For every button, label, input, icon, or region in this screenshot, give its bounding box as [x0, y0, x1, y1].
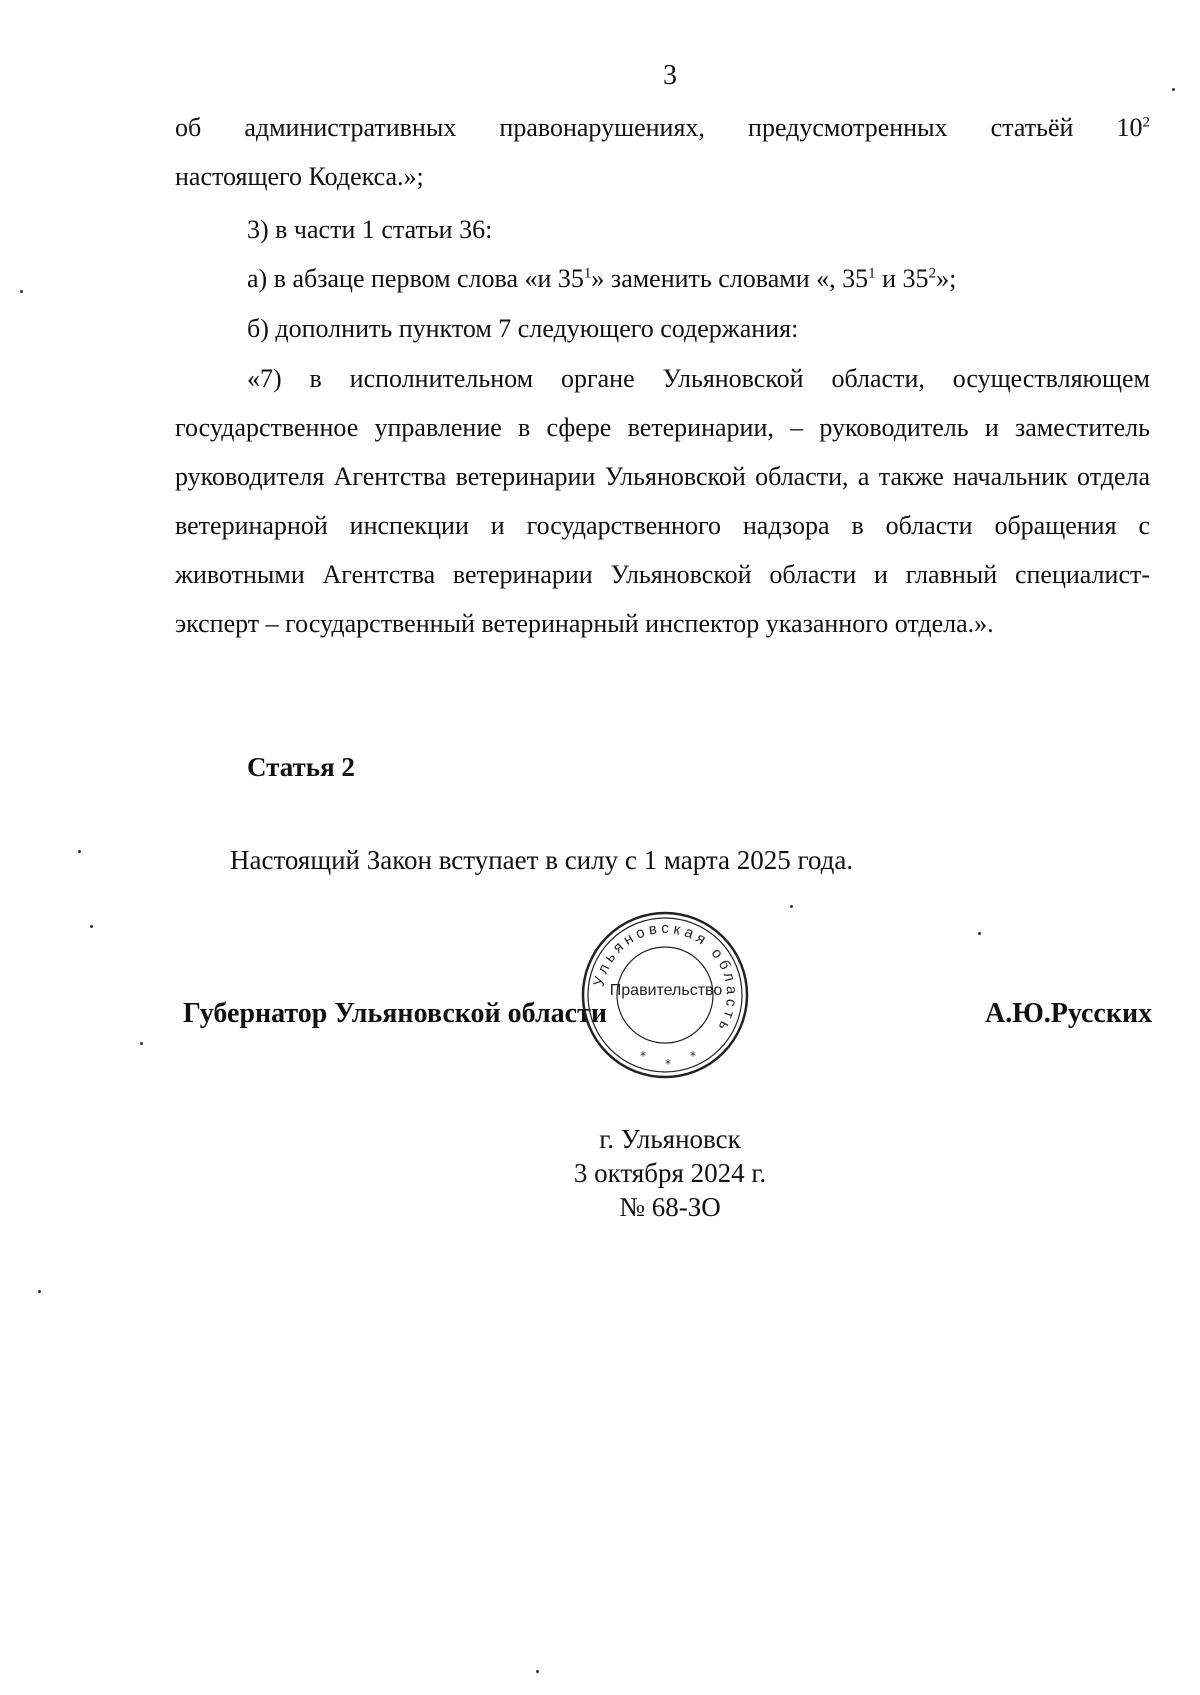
paragraph-4: б) дополнить пунктом 7 следующего содержания:	[247, 314, 799, 343]
superscript: 1	[583, 265, 592, 282]
word: административных	[244, 113, 457, 142]
word: статьёй	[990, 113, 1074, 142]
signing-date: 3 октября 2024 г.	[573, 1158, 767, 1188]
entry-into-force-text: Настоящий Закон вступает в силу с 1 марта 2025 года.	[230, 845, 854, 875]
governor-title: Губернатор Ульяновской области	[183, 998, 607, 1029]
word: об	[175, 113, 202, 142]
paragraph-2: 3) в части 1 статьи 36:	[247, 215, 493, 244]
city: г. Ульяновск	[599, 1124, 741, 1154]
text-run: »;	[936, 264, 957, 293]
article-number: 10	[1116, 113, 1143, 142]
paragraph-3	[175, 254, 1150, 303]
scan-speck	[90, 925, 93, 928]
text-run: а) в абзаце первом слова «и 35	[247, 264, 584, 293]
article-reference	[1117, 103, 1151, 152]
superscript: 2	[1142, 114, 1150, 131]
scan-speck	[140, 1042, 143, 1045]
text-run: » заменить словами «, 35	[591, 264, 869, 293]
law-number: № 68-ЗО	[619, 1192, 721, 1222]
paragraph-1-line-2: настоящего Кодекса.»;	[175, 162, 424, 191]
governor-name: А.Ю.Русских	[985, 998, 1153, 1029]
star-icon: *	[665, 1057, 671, 1071]
scan-speck	[38, 1290, 41, 1293]
scan-speck	[78, 850, 81, 853]
page-number: 3	[663, 60, 677, 91]
scan-speck	[1172, 88, 1175, 91]
star-icon: *	[690, 1049, 696, 1063]
seal-center-text: Правительство	[609, 982, 723, 999]
scan-speck	[536, 1670, 539, 1673]
scan-speck	[790, 905, 793, 908]
article-heading: Статья 2	[247, 752, 355, 782]
superscript: 1	[868, 265, 876, 282]
word: предусмотренных	[748, 113, 948, 142]
place-and-date-block	[520, 1122, 820, 1224]
text-run: и 35	[875, 264, 929, 293]
paragraph-1-line-1	[175, 103, 1150, 152]
word: правонарушениях,	[499, 113, 705, 142]
star-icon: *	[640, 1049, 646, 1063]
superscript: 2	[928, 265, 937, 282]
seal-ring-text: Ульяновская область	[590, 919, 741, 1037]
paragraph-5: «7) в исполнительном органе Ульяновской области, осуществляющем государственное управление в сфере ветеринарии, – руководитель и заместитель руководителя Агентства ветеринарии Ульяновской области, а также начальник отдела ветеринарной инспекции и государственного надзора в области обращения с животными Агентства ветеринарии Ульяновской области и главный специалист-эксперт – государственный ветеринарный инспектор указанного отдела.».	[175, 364, 1150, 638]
scan-speck	[20, 290, 23, 293]
scan-speck	[978, 932, 981, 935]
